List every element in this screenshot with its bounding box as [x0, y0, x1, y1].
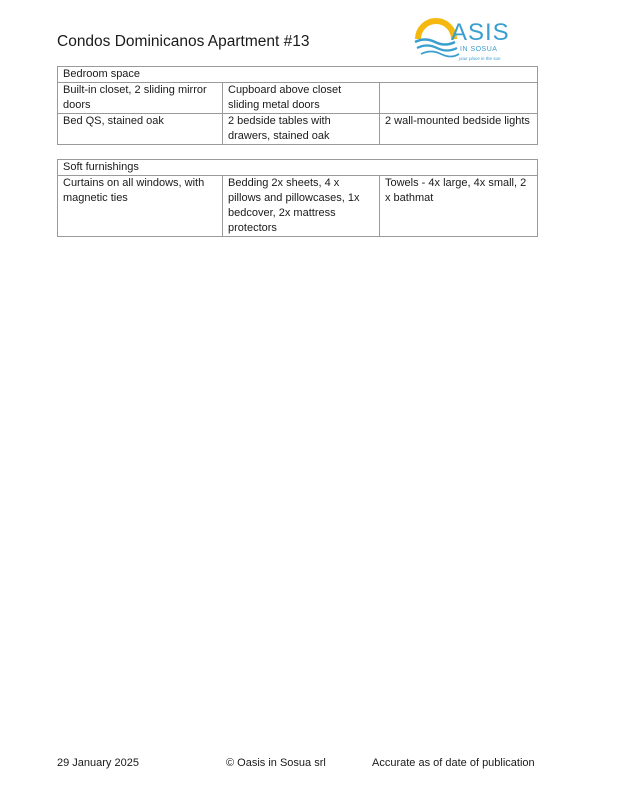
- company-logo: [413, 12, 533, 68]
- table-cell: 2 wall-mounted bedside lights: [380, 114, 538, 145]
- table-cell: Cupboard above closet sliding metal doors: [223, 83, 380, 114]
- table-cell: 2 bedside tables with drawers, stained oak: [223, 114, 380, 145]
- table-cell: Towels - 4x large, 4x small, 2 x bathmat: [380, 176, 538, 237]
- page-title: Condos Dominicanos Apartment #13: [57, 33, 310, 50]
- soft-furnishings-table: [57, 159, 538, 237]
- table-cell: Bed QS, stained oak: [58, 114, 223, 145]
- table-row: [58, 83, 538, 114]
- table-cell: Built-in closet, 2 sliding mirror doors: [58, 83, 223, 114]
- footer-date: 29 January 2025: [57, 757, 139, 769]
- table-cell: Bedding 2x sheets, 4 x pillows and pillowcases, 1x bedcover, 2x mattress protectors: [223, 176, 380, 237]
- section-heading: Bedroom space: [58, 67, 538, 83]
- logo-subtitle: IN SOSUA: [460, 46, 498, 53]
- table-cell: Curtains on all windows, with magnetic ties: [58, 176, 223, 237]
- footer-copyright: © Oasis in Sosua srl: [226, 757, 326, 769]
- bedroom-space-table: [57, 66, 538, 145]
- table-row: [58, 176, 538, 237]
- table-row: [58, 114, 538, 145]
- logo-wordmark: ASIS: [451, 19, 510, 46]
- logo-tagline: your place in the sun: [459, 56, 501, 61]
- footer-note: Accurate as of date of publication: [372, 757, 535, 769]
- table-cell: [380, 83, 538, 114]
- section-heading: Soft furnishings: [58, 160, 538, 176]
